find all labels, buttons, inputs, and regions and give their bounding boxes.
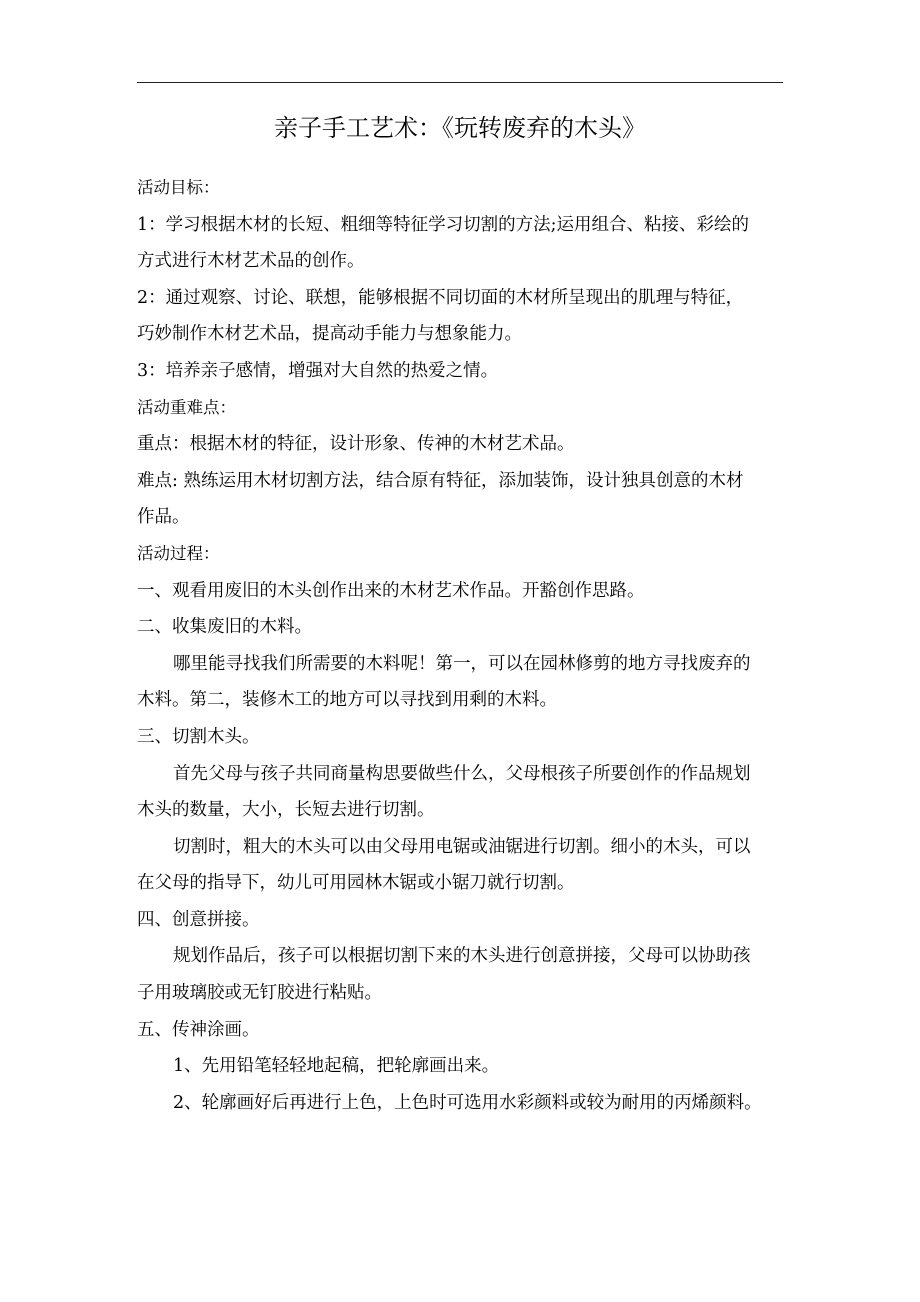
text-line: 四、创意拼接。 [137, 909, 260, 930]
text-line: 作品。 [137, 507, 190, 528]
text-line: 一、观看用废旧的木头创作出来的木材艺术作品。开豁创作思路。 [137, 580, 645, 601]
text-line: 木料。第二，装修木工的地方可以寻找到用剩的木料。 [137, 690, 557, 711]
text-line: 2：通过观察、讨论、联想，能够根据不同切面的木材所呈现出的肌理与特征， [137, 287, 744, 308]
section-heading: 活动过程： [137, 543, 220, 563]
text-line: 二、收集废旧的木料。 [137, 617, 312, 638]
text-line: 3：培养亲子感情，增强对大自然的热爱之情。 [137, 360, 499, 381]
text-line: 1、先用铅笔轻轻地起稿，把轮廓画出来。 [173, 1056, 500, 1077]
text-line: 在父母的指导下，幼儿可用园林木锯或小锯刀就行切割。 [137, 873, 575, 894]
text-line: 切割时，粗大的木头可以由父母用电锯或油锯进行切割。细小的木头，可以 [173, 836, 751, 857]
text-line: 重点：根据木材的特征，设计形象、传神的木材艺术品。 [137, 434, 575, 455]
text-line: 1：学习根据木材的长短、粗细等特征学习切割的方法;运用组合、粘接、彩绘的 [137, 214, 750, 235]
section-heading: 活动目标： [137, 178, 220, 197]
text-line: 首先父母与孩子共同商量构思要做些什么，父母根孩子所要创作的作品规划 [173, 763, 751, 784]
text-line: 五、传神涂画。 [137, 1019, 260, 1040]
document-title: 亲子手工艺术：《玩转废弃的木头》 [274, 114, 646, 142]
text-line: 方式进行木材艺术品的创作。 [137, 251, 365, 272]
text-line: 哪里能寻找我们所需要的木料呢！第一，可以在园林修剪的地方寻找废弃的 [173, 653, 751, 674]
text-line: 木头的数量，大小，长短去进行切割。 [137, 800, 435, 821]
text-line: 规划作品后，孩子可以根据切割下来的木头进行创意拼接，父母可以协助孩 [173, 946, 751, 967]
text-line: 巧妙制作木材艺术品，提高动手能力与想象能力。 [137, 324, 522, 345]
section-heading: 活动重难点： [137, 397, 236, 417]
text-line: 2、轮廓画好后再进行上色，上色时可选用水彩颜料或较为耐用的丙烯颜料。 [173, 1092, 762, 1113]
document-body [137, 170, 787, 1121]
text-line: 三、切割木头。 [137, 726, 260, 747]
header-rule [137, 82, 783, 83]
text-line: 子用玻璃胶或无钉胶进行粘贴。 [137, 983, 382, 1004]
text-line: 难点: 熟练运用木材切割方法，结合原有特征，添加装饰，设计独具创意的木材 [137, 470, 744, 491]
